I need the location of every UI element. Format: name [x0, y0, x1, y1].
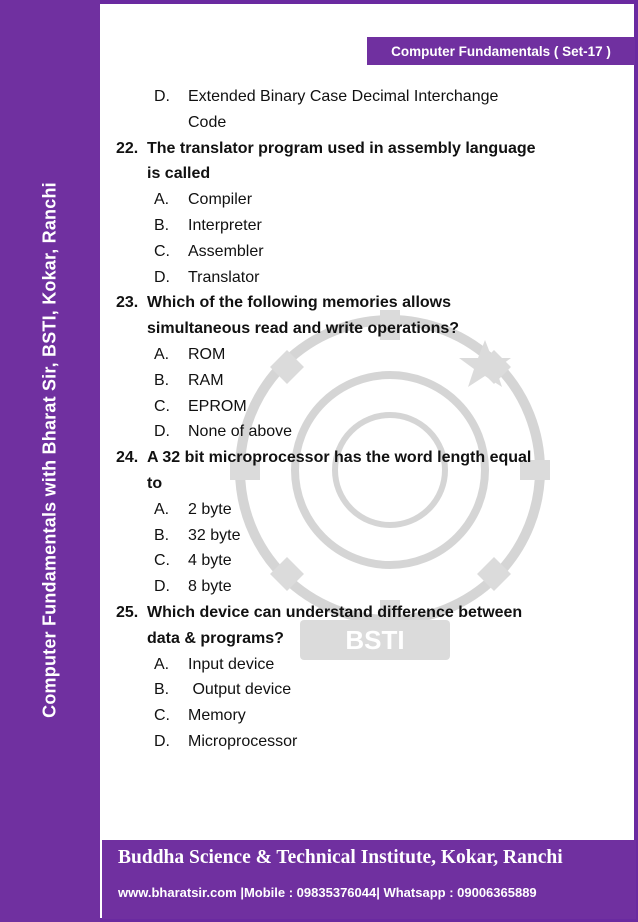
- question-22: 22. The translator program used in assembly language: [116, 139, 536, 157]
- option-22-a: A. Compiler: [154, 191, 253, 209]
- option-continuation: Code: [188, 113, 227, 131]
- contact-line: www.bharatsir.com |Mobile : 09835376044| Whatsapp : 09006365889: [118, 885, 537, 900]
- option-25-a: A. Input device: [154, 655, 275, 673]
- side-title: Computer Fundamentals with Bharat Sir, BSTI, Kokar, Ranchi: [39, 182, 60, 718]
- option-24-a: A. 2 byte: [154, 500, 232, 518]
- question-content: [116, 84, 616, 755]
- option-23-c: C. EPROM: [154, 397, 247, 415]
- question-25-cont: data & programs?: [147, 629, 284, 647]
- option-22-d: D. Translator: [154, 268, 260, 286]
- option-23-d: D. None of above: [154, 423, 293, 441]
- option-25-b: B. Output device: [154, 681, 292, 699]
- option-line: D. Extended Binary Case Decimal Interchange: [154, 88, 499, 105]
- question-24-cont: to: [147, 474, 163, 492]
- option-24-c: C. 4 byte: [154, 552, 232, 570]
- option-24-d: D. 8 byte: [154, 578, 232, 596]
- side-bar: [0, 0, 100, 922]
- footer: [102, 840, 636, 919]
- institute-name: Buddha Science & Technical Institute, Kokar, Ranchi: [118, 847, 563, 868]
- option-22-b: B. Interpreter: [154, 216, 262, 234]
- option-25-d: D. Microprocessor: [154, 732, 298, 750]
- question-23-cont: simultaneous read and write operations?: [147, 320, 460, 338]
- set-badge: Computer Fundamentals ( Set-17 ): [367, 37, 635, 65]
- question-25: 25. Which device can understand difference between: [116, 603, 523, 621]
- question-23: 23. Which of the following memories allows: [116, 294, 452, 312]
- question-22-cont: is called: [147, 165, 211, 183]
- question-24: 24. A 32 bit microprocessor has the word length equal: [116, 449, 532, 467]
- option-22-c: C. Assembler: [154, 242, 264, 260]
- option-25-c: C. Memory: [154, 707, 246, 725]
- option-23-a: A. ROM: [154, 345, 226, 363]
- option-23-b: B. RAM: [154, 371, 224, 389]
- option-24-b: B. 32 byte: [154, 526, 241, 544]
- watermark-text: BSTI: [345, 625, 405, 655]
